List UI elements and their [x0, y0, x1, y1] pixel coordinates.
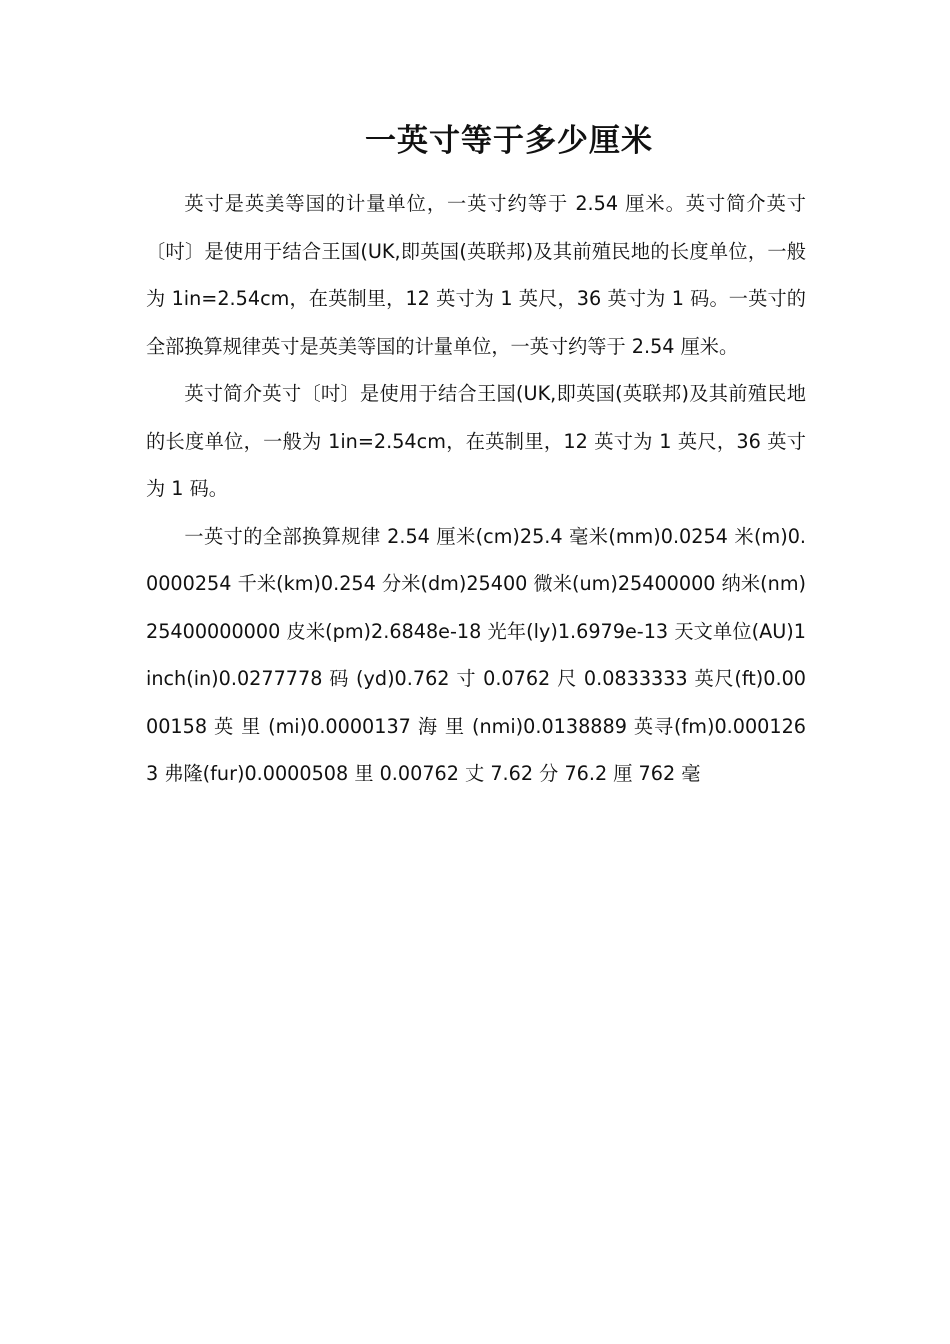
paragraph-conversion-list: 一英寸的全部换算规律 2.54 厘米(cm)25.4 毫米(mm)0.0254 米(m)0.0000254 千米(km)0.254 分米(dm)25400 微米(um)25400000 纳米(nm)25400000000 皮米(pm)2.6848e-18 光年(ly)1.6979e-13 天文单位(AU)1inch(in)0.0277778 码 (yd)0.762 寸 0.0762 尺 0.0833333 英尺(ft)0.0000158 英 里 (mi)0.0000137 海 里 (nmi)0.0138889 英寻(fm)0.0001263 弗隆(fur)0.0000508 里 0.00762 丈 7.62 分 76.2 厘 762 毫 — [146, 524, 806, 785]
document-title: 一英寸等于多少厘米 — [365, 123, 653, 159]
paragraph-intro: 英寸是英美等国的计量单位，一英寸约等于 2.54 厘米。英寸简介英寸〔吋〕是使用于结合王国(UK,即英国(英联邦)及其前殖民地的长度单位，一般为 1in=2.54cm，在英制里，12 英寸为 1 英尺，36 英寸为 1 码。一英寸的全部换算规律英寸是英美等国的计量单位，一英寸约等于 2.54 厘米。 — [146, 192, 806, 358]
document-body — [146, 180, 806, 798]
paragraph-inch-overview: 英寸简介英寸〔吋〕是使用于结合王国(UK,即英国(英联邦)及其前殖民地的长度单位，一般为 1in=2.54cm，在英制里，12 英寸为 1 英尺，36 英寸为 1 码。 — [146, 382, 806, 500]
